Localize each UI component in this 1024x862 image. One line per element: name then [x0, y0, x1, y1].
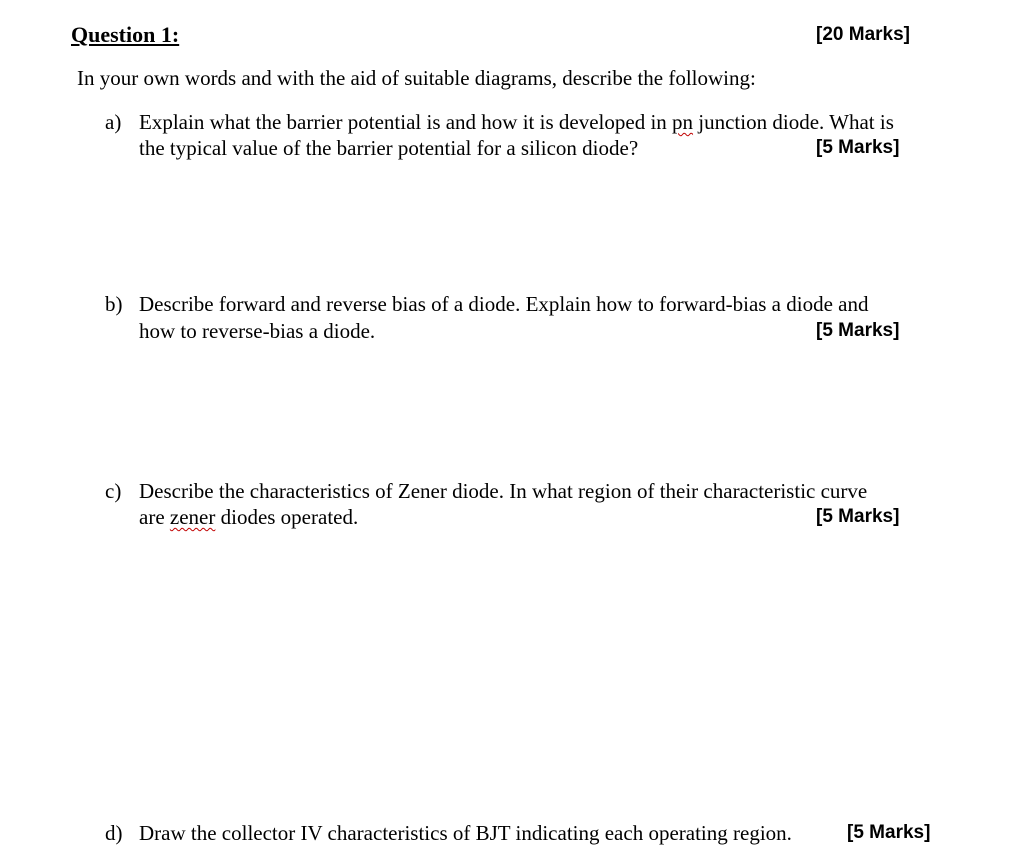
part-c-line-2: [139, 505, 358, 530]
part-b-label: b): [105, 292, 123, 316]
part-c-line-2-post: diodes operated.: [215, 505, 359, 529]
part-c-line-1: Describe the characteristics of Zener diode. In what region of their characteristic curve: [139, 479, 868, 503]
part-c-label: c): [105, 479, 122, 503]
part-b-line-1: Describe forward and reverse bias of a diode. Explain how to forward-bias a diode and: [139, 292, 869, 316]
question-total-marks: [20 Marks]: [816, 24, 910, 45]
part-b-marks: [5 Marks]: [816, 320, 900, 341]
part-c-line-2-pre: are: [139, 505, 170, 529]
part-c-marks: [5 Marks]: [816, 506, 900, 527]
question-intro: In your own words and with the aid of suitable diagrams, describe the following:: [77, 66, 756, 90]
part-d-line-1: Draw the collector IV characteristics of BJT indicating each operating region.: [139, 821, 792, 845]
part-a-line-1: [139, 110, 894, 135]
part-a-line-1-post: junction diode. What is: [693, 110, 894, 134]
spellcheck-flag-zener: zener: [169, 505, 216, 529]
part-d-label: d): [105, 821, 123, 845]
part-b-line-2: how to reverse-bias a diode.: [139, 319, 376, 343]
part-a-line-1-pre: Explain what the barrier potential is and how it is developed in: [139, 110, 673, 134]
part-d-marks: [5 Marks]: [847, 822, 931, 843]
part-a-label: a): [105, 110, 122, 134]
part-a-line-2: the typical value of the barrier potential for a silicon diode?: [139, 136, 639, 160]
question-title: Question 1:: [71, 22, 180, 47]
spellcheck-flag-pn: pn: [672, 110, 694, 134]
part-a-marks: [5 Marks]: [816, 137, 900, 158]
